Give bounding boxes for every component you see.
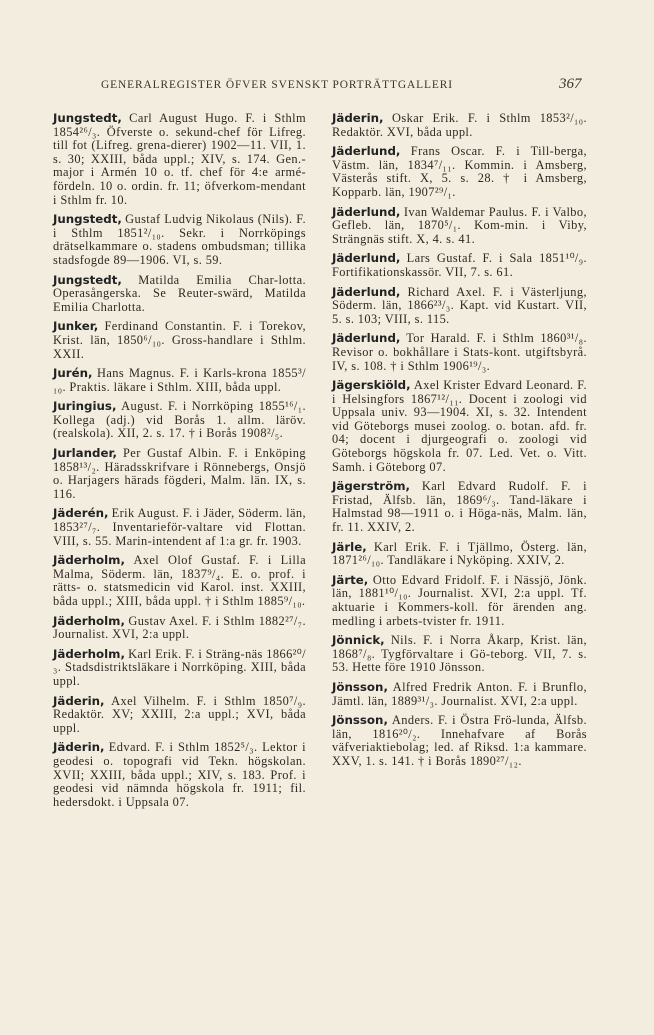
entry-surname: Junker, <box>53 319 99 334</box>
header-title: GENERALREGISTER ÖFVER SVENSKT PORTRÄTTGALLERI <box>101 79 453 91</box>
entry-surname: Jäderholm, <box>53 553 125 568</box>
entry-surname: Jönsson, <box>332 679 388 694</box>
entry-text: Matilda Emilia Char-lotta. Operasångerska. Se Reuter-swärd, Matilda Emilia Charlotta. <box>53 272 306 314</box>
entry-surname: Jäderlund, <box>332 331 401 346</box>
entry-surname: Juringius, <box>53 399 117 414</box>
entry-text: Karl Edvard Rudolf. F. i Fristad, Älfsb. län, 1869⁶/₃. Tand-läkare i Halmstad 98—1911 o. i Höga-näs, Malm. län, fr. 11. XXIV, 2. <box>332 479 587 535</box>
register-entry <box>53 507 306 548</box>
entry-text: Gustaf Ludvig Nikolaus (Nils). F. i Sthlm 1851²/₁₀. Sekr. i Norrköpings drätselkammare o. stadens ombudsman; tillika stadsfogde 89—1906. VI, s. 59. <box>53 212 306 267</box>
entry-text: Karl Erik. F. i Sträng-näs 1866²⁰/₃. Stadsdistriktsläkare i Norrköping. XIII, båda uppl. <box>53 646 306 688</box>
entry-surname: Jönnick, <box>332 633 385 648</box>
entry-text: Lars Gustaf. F. i Sala 1851¹⁰/₉. Fortifikationskassör. VII, 7. s. 61. <box>332 251 587 279</box>
register-entry <box>332 206 587 247</box>
register-entry <box>53 741 306 809</box>
entry-surname: Jäderholm, <box>53 646 125 661</box>
entry-text: Axel Vilhelm. F. i Sthlm 1850⁷/₉. Redaktör. XV; XXIII, 2:a uppl.; XVI, båda uppl. <box>53 693 306 735</box>
register-entry <box>332 541 587 568</box>
left-column <box>53 112 306 815</box>
entry-text: Axel Olof Gustaf. F. i Lilla Malma, Söderm. län, 1837⁹/₄. E. o. prof. i rätts- o. statsmedicin vid Karol. inst. XXIII, båda uppl.; XIII, båda uppl. † i Sthlm 1885⁹/₁₀. <box>53 553 306 608</box>
register-entry <box>332 286 587 327</box>
register-entry <box>53 695 306 736</box>
entry-text: Carl August Hugo. F. i Sthlm 1854²⁶/₃. Öfverste o. sekund-chef för Lifreg. till fot (Lifreg. grena-dierer) 1902—11. VII, 1. s. 30; XXIII, båda uppl.; XIV, s. 174. Gen.-major i Armén 10 o. tf. chef för 4:e armé-fördeln. 10 o. ordin. fr. 11; öfverkom-mendant i Sthlm fr. 10. <box>53 111 306 207</box>
entry-text: Karl Erik. F. i Tjällmo, Österg. län, 1871²⁶/₁₀. Tandläkare i Nyköping. XXIV, 2. <box>332 539 587 568</box>
register-entry <box>53 274 306 315</box>
entry-text: Otto Edvard Fridolf. F. i Nässjö, Jönk. län, 1881¹⁰/₁₀. Journalist. XVI, 2:a uppl. Tf. aktuarie i Kommers-koll. för ärenden ang. medling i arbets-tvister fr. 1911. <box>332 572 587 628</box>
running-header <box>0 76 654 98</box>
right-column <box>332 112 587 775</box>
entry-text: Frans Oscar. F. i Till-berga, Västm. län, 1834⁷/₁₁. Kommin. i Amsberg, Västerås stift. X, 5. s. 28. † i Amsberg, Kopparb. län, 1907²⁹/₁. <box>332 144 587 199</box>
register-entry <box>332 634 587 675</box>
entry-surname: Jäderin, <box>53 740 105 755</box>
register-entry <box>53 648 306 689</box>
entry-surname: Jäderlund, <box>332 284 401 299</box>
register-entry <box>53 213 306 267</box>
register-entry <box>332 714 587 768</box>
entry-surname: Jägerskiöld, <box>332 378 411 393</box>
register-entry <box>332 379 587 474</box>
entry-surname: Jäderholm, <box>53 613 125 628</box>
register-entry <box>53 320 306 361</box>
entry-surname: Jäderén, <box>53 506 109 521</box>
register-entry <box>332 681 587 708</box>
register-entry <box>53 112 306 207</box>
entry-surname: Järte, <box>332 572 369 587</box>
register-entry <box>53 367 306 394</box>
entry-text: Per Gustaf Albin. F. i Enköping 1858¹³/₂. Häradsskrifvare i Rönnebergs, Onsjö o. Harjagers härads fögderi, Malm. län. IX, s. 116. <box>53 446 306 501</box>
entry-surname: Jägerström, <box>332 479 410 494</box>
entry-text: Anders. F. i Östra Frö-lunda, Älfsb. län, 1816²⁰/₂. Innehafvare af Borås väfveriaktiebolag; led. af Riksd. 1:a kammare. XXV, 1. s. 141. † i Borås 1890²⁷/₁₂. <box>332 713 587 768</box>
entry-surname: Jäderlund, <box>332 251 401 266</box>
entry-text: Nils. F. i Norra Åkarp, Krist. län, 1868⁷/₈. Tygförvaltare i Gö-teborg. VII, 7. s. 53. Hette före 1910 Jönsson. <box>332 633 587 675</box>
register-entry <box>332 145 587 199</box>
register-entry <box>332 112 587 139</box>
entry-text: Ferdinand Constantin. F. i Torekov, Krist. län, 1850⁶/₁₀. Gross-handlare i Sthlm. XXII. <box>53 319 306 361</box>
entry-text: Edvard. F. i Sthlm 1852⁵/₃. Lektor i geodesi o. topografi vid Tekn. högskolan. XVII; XXIII, båda uppl.; XIV, s. 183. Prof. i geodesi vid nämnda högskola fr. 1911; fil. hedersdokt. i Uppsala 07. <box>53 740 306 809</box>
entry-surname: Jönsson, <box>332 713 388 728</box>
entry-surname: Jungstedt, <box>53 111 122 125</box>
entry-surname: Jäderin, <box>332 111 384 125</box>
entry-text: Alfred Fredrik Anton. F. i Brunflo, Jämtl. län, 1889³¹/₃. Journalist. XVI, 2:a uppl. <box>332 679 587 708</box>
entry-surname: Jungstedt, <box>53 272 122 287</box>
entry-surname: Jäderin, <box>53 693 105 708</box>
entry-surname: Järle, <box>332 539 367 554</box>
entry-text: Axel Krister Edvard Leonard. F. i Helsingfors 1867¹²/₁₁. Docent i zoologi vid Uppsala univ. 93—1904. XI, s. 32. Intendent vid Göteborgs musei zoolog. o. botan. afd. fr. 04; docent i djurgeografi o. zoologi vid Göteborgs högskola fr. 07. Led. Vet. o. Vitt. Samh. i Göteborg 07. <box>332 378 588 474</box>
entry-surname: Jurlander, <box>53 446 118 461</box>
entry-text: Hans Magnus. F. i Karls-krona 1855³/₁₀. Praktis. läkare i Sthlm. XIII, båda uppl. <box>53 366 306 394</box>
entry-text: Gustav Axel. F. i Sthlm 1882²⁷/₇. Journalist. XVI, 2:a uppl. <box>53 613 306 642</box>
register-entry <box>53 615 306 642</box>
entry-surname: Jäderlund, <box>332 204 401 219</box>
entry-text: Ivan Waldemar Paulus. F. i Valbo, Gefleb. län, 1870⁵/₁. Kom-min. i Viby, Strängnäs stift. X, 4. s. 41. <box>332 204 587 246</box>
entry-text: Oskar Erik. F. i Sthlm 1853²/₁₀. Redaktör. XVI, båda uppl. <box>332 111 587 139</box>
register-entry <box>53 447 306 501</box>
page-number: 367 <box>559 76 582 92</box>
entry-text: Richard Axel. F. i Västerljung, Söderm. län, 1866²³/₃. Kapt. vid Kustart. VII, 5. s. 103; VIII, s. 115. <box>332 284 587 326</box>
register-entry <box>53 554 306 608</box>
entry-text: Erik August. F. i Jäder, Söderm. län, 1853²⁷/₇. Inventarieför-valtare vid Flottan. VIII, s. 55. Marin-intendent af 1:a gr. fr. 1903. <box>53 506 306 548</box>
register-entry <box>332 480 587 534</box>
register-entry <box>332 574 587 628</box>
entry-text: August. F. i Norrköping 1855¹⁶/₁. Kollega (adj.) vid Borås 1. allm. läröv. (realskola). XII, 2. s. 17. † i Borås 1908²/₅. <box>53 399 306 441</box>
entry-surname: Jungstedt, <box>53 212 122 227</box>
entry-surname: Jäderlund, <box>332 144 401 159</box>
register-entry <box>53 400 306 441</box>
entry-surname: Jurén, <box>53 366 93 381</box>
register-entry <box>332 332 587 373</box>
entry-text: Tor Harald. F. i Sthlm 1860³¹/₈. Revisor o. bokhållare i Stats-kont. utgiftsbyrå. IV, s. 108. † i Sthlm 1906¹⁹/₃. <box>332 331 587 373</box>
register-entry <box>332 252 587 279</box>
